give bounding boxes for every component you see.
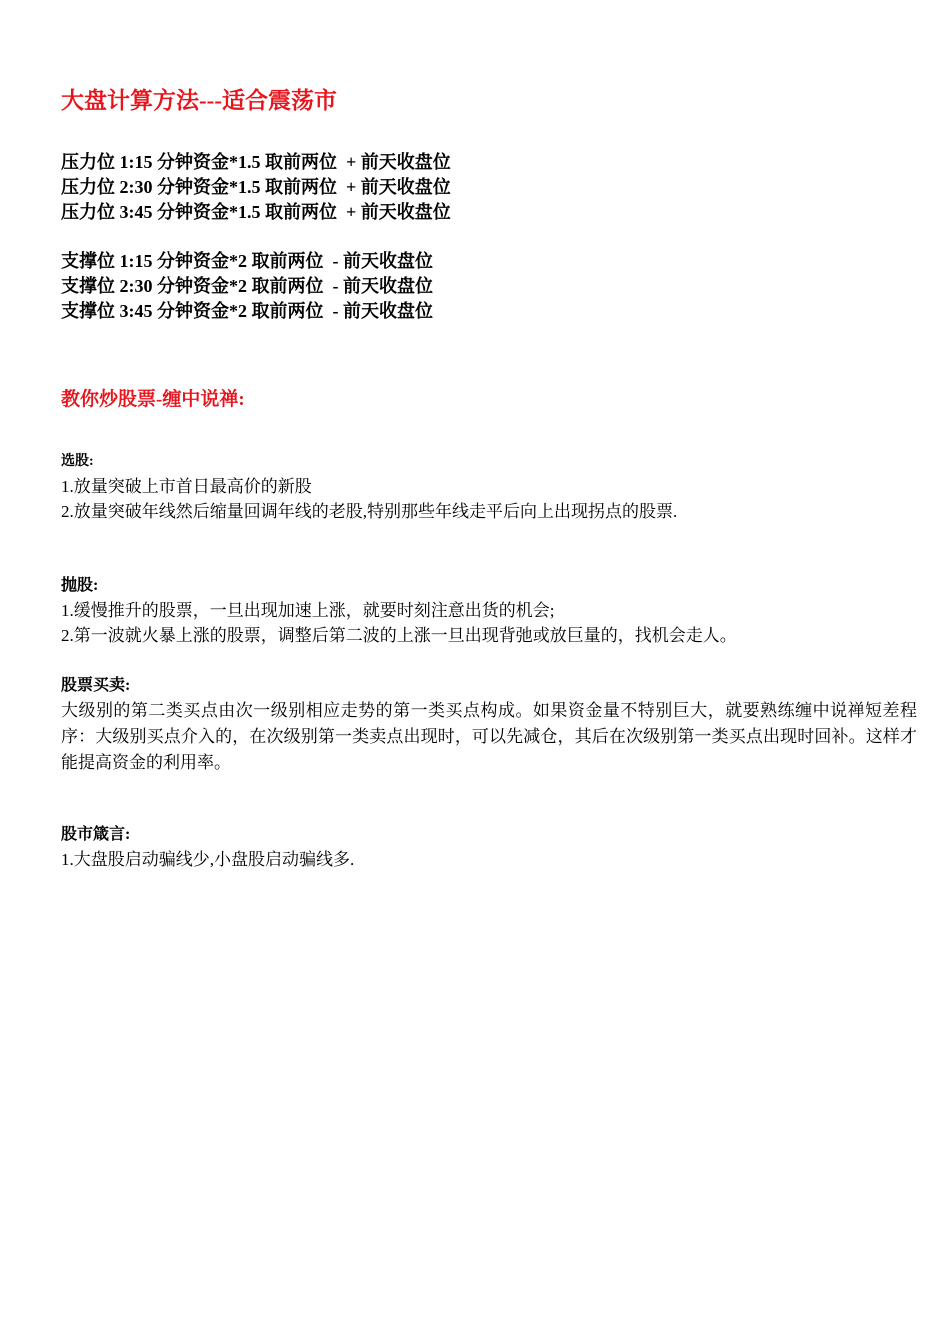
- support-formula-block: [61, 249, 433, 324]
- section-subtitle: 教你炒股票-缠中说禅:: [61, 389, 245, 410]
- stock-trading-section: [61, 674, 917, 776]
- support-formula-line: 支撑位 3:45 分钟资金*2 取前两位 - 前天收盘位: [61, 301, 433, 321]
- stock-selling-section: [61, 574, 917, 648]
- support-formula-line: 支撑位 1:15 分钟资金*2 取前两位 - 前天收盘位: [61, 251, 433, 271]
- section-heading: 股票买卖:: [61, 677, 131, 694]
- resistance-formula-block: [61, 150, 451, 225]
- list-item: 1.放量突破上市首日最高价的新股: [61, 477, 312, 496]
- stock-motto-section: [61, 823, 917, 872]
- resistance-formula-line: 压力位 3:45 分钟资金*1.5 取前两位 + 前天收盘位: [61, 202, 451, 222]
- resistance-formula-line: 压力位 2:30 分钟资金*1.5 取前两位 + 前天收盘位: [61, 177, 451, 197]
- section-heading: 选股:: [61, 454, 94, 469]
- stock-selection-section: [61, 450, 917, 524]
- section-heading: 股市箴言:: [61, 826, 131, 843]
- list-item: 1.缓慢推升的股票，一旦出现加速上涨，就要时刻注意出货的机会;: [61, 601, 555, 620]
- resistance-formula-line: 压力位 1:15 分钟资金*1.5 取前两位 + 前天收盘位: [61, 152, 451, 172]
- support-formula-line: 支撑位 2:30 分钟资金*2 取前两位 - 前天收盘位: [61, 276, 433, 296]
- section-heading: 抛股:: [61, 577, 99, 594]
- list-item: 1.大盘股启动骗线少,小盘股启动骗线多.: [61, 850, 355, 869]
- document-title: 大盘计算方法---适合震荡市: [61, 88, 337, 113]
- paragraph: 大级别的第二类买点由次一级别相应走势的第一类买点构成。如果资金量不特别巨大，就要熟练缠中说禅短差程序：大级别买点介入的，在次级别第一类卖点出现时，可以先减仓，其后在次级别第一类买点出现时回补。这样才能提高资金的利用率。: [61, 701, 917, 772]
- list-item: 2.放量突破年线然后缩量回调年线的老股,特别那些年线走平后向上出现拐点的股票.: [61, 502, 678, 521]
- list-item: 2.第一波就火暴上涨的股票，调整后第二波的上涨一旦出现背弛或放巨量的，找机会走人。: [61, 626, 737, 645]
